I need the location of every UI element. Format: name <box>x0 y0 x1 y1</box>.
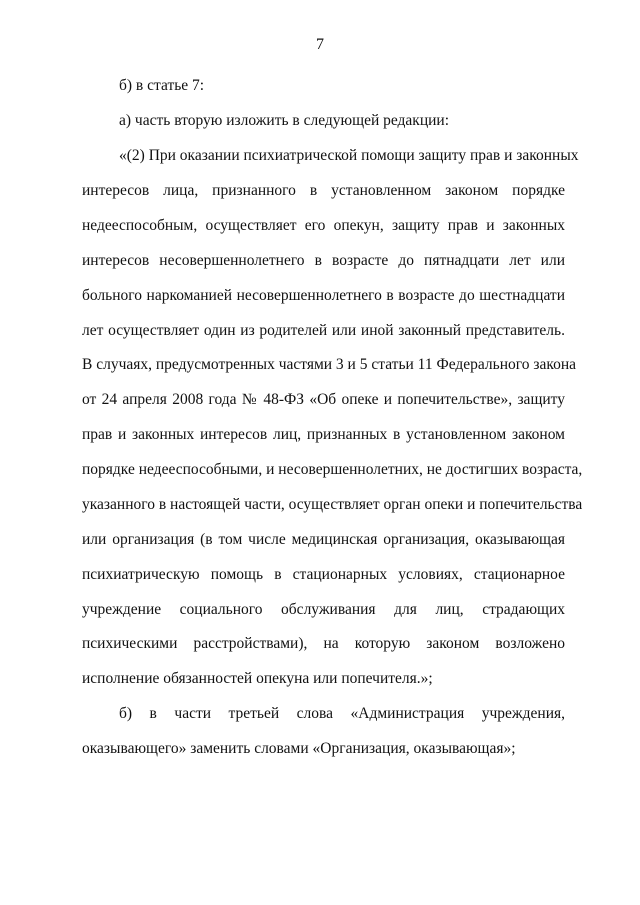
text-line: оказывающего» заменить словами «Организация, оказывающая»; <box>82 740 516 757</box>
text-line: б) в статье 7: <box>119 77 205 94</box>
text-line: больного наркоманией несовершеннолетнего в возрасте до шестнадцати <box>82 287 565 304</box>
text-line: прав и законных интересов лиц, признанных в установленном законом <box>82 426 565 443</box>
text-line: недееспособным, осуществляет его опекун, защиту прав и законных <box>82 217 565 234</box>
text-line: интересов несовершеннолетнего в возрасте до пятнадцати лет или <box>82 252 565 269</box>
text-line: В случаях, предусмотренных частями 3 и 5 статьи 11 Федерального закона <box>82 356 577 373</box>
text-line: интересов лица, признанного в установленном законом порядке <box>82 182 565 199</box>
text-line: порядке недееспособными, и несовершеннолетних, не достигших возраста, <box>82 461 583 478</box>
page-number: 7 <box>316 36 324 53</box>
text-line: или организация (в том числе медицинская организация, оказывающая <box>82 531 565 548</box>
text-line: лет осуществляет один из родителей или иной законный представитель. <box>82 322 565 339</box>
text-line: «(2) При оказании психиатрической помощи защиту прав и законных <box>119 147 579 164</box>
text-line: учреждение социального обслуживания для лиц, страдающих <box>82 601 565 618</box>
text-line: а) часть вторую изложить в следующей редакции: <box>119 112 450 129</box>
text-line: указанного в настоящей части, осуществляет орган опеки и попечительства <box>82 496 583 513</box>
text-line: от 24 апреля 2008 года № 48-ФЗ «Об опеке и попечительстве», защиту <box>82 391 565 408</box>
text-line: исполнение обязанностей опекуна или попечителя.»; <box>82 670 433 687</box>
text-line: б) в части третьей слова «Администрация учреждения, <box>119 705 565 722</box>
text-line: психиатрическую помощь в стационарных условиях, стационарное <box>82 566 565 583</box>
text-line: психическими расстройствами), на которую законом возложено <box>82 635 565 652</box>
